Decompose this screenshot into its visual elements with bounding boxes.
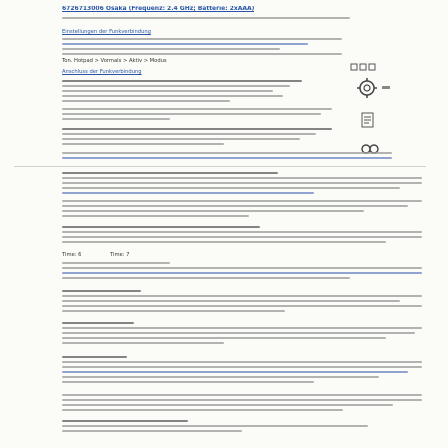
pager-icon[interactable] — [350, 56, 378, 64]
body-block-4 — [62, 262, 422, 282]
menu-path: Ton. Hotpad > Vormals > Aktiv > Modus — [62, 58, 167, 64]
separator-mark — [382, 86, 390, 89]
body-block-9 — [62, 420, 422, 435]
body-block-8 — [62, 394, 422, 414]
body-block-2 — [62, 200, 422, 220]
setup-paragraph — [62, 128, 332, 148]
intro-paragraph — [62, 38, 342, 58]
link-icon[interactable] — [360, 140, 380, 152]
section-link-settings[interactable]: Einstellungen der Funkverbindung — [62, 29, 151, 35]
document-icon[interactable] — [360, 112, 376, 128]
body-block-3 — [62, 226, 422, 246]
features-paragraph — [62, 108, 332, 123]
gear-icon[interactable] — [355, 76, 379, 100]
timing-label-b: Time: 7 — [110, 252, 130, 258]
timing-label-a: Time: 6 — [62, 252, 82, 258]
connection-paragraph — [62, 80, 302, 105]
document-title[interactable]: 6726713006 Osaka (Frequenz: 2.4 GHz; Batterie: 2xAAA) — [62, 6, 255, 12]
body-block-1 — [62, 172, 422, 197]
intro-text — [62, 17, 362, 22]
section-divider — [14, 166, 426, 167]
body-block-6 — [62, 322, 422, 347]
section-link-connection[interactable]: Anschluss der Funkverbindung — [62, 69, 142, 75]
body-block-7 — [62, 356, 422, 386]
setup-continued — [62, 152, 392, 162]
body-block-5 — [62, 290, 422, 315]
